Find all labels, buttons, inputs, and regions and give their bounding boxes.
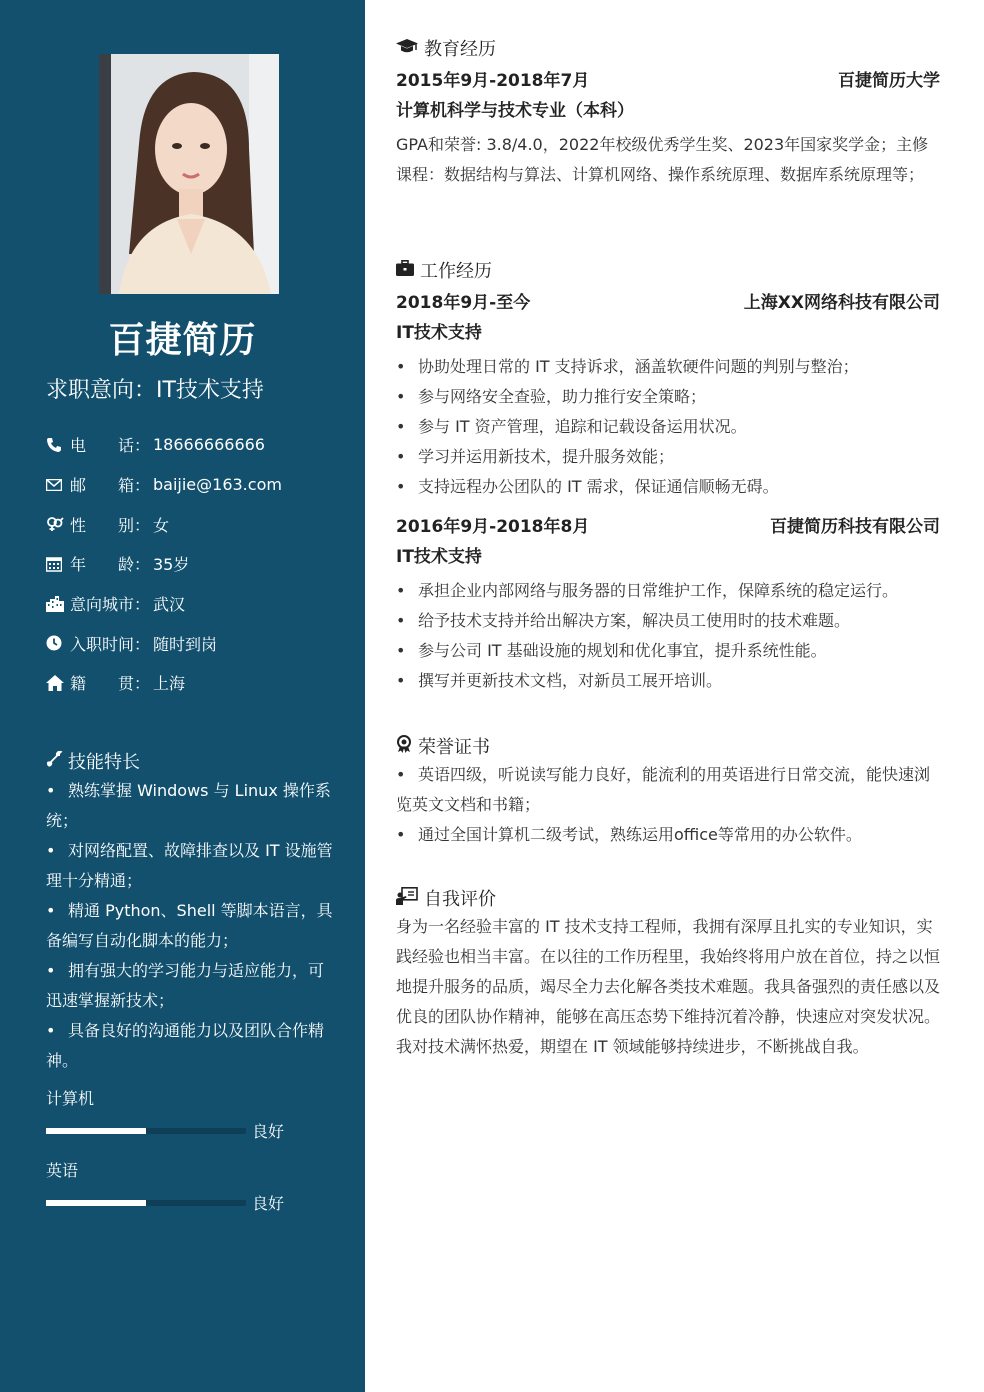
- list-item: • 承担企业内部网络与服务器的日常维护工作，保障系统的稳定运行。: [396, 581, 899, 600]
- list-item: • 撰写并更新技术文档，对新员工展开培训。: [396, 671, 723, 690]
- language-name: 英语: [46, 1161, 79, 1180]
- self-eval-title-text: 自我评价: [424, 889, 496, 910]
- honors-list: [396, 760, 940, 850]
- self-eval-text: 身为一名经验丰富的 IT 技术支持工程师，我拥有深厚且扎实的专业知识，实践经验也相当丰富。在以往的工作历程里，我始终将用户放在首位，持之以恒地提升服务的品质，竭尽全力去化解各类技术难题。我具备强烈的责任感以及优良的团队协作精神，能够在高压态势下维持沉着冷静，快速应对突发状况。我对技术满怀热爱，期望在 IT 领域能够持续进步，不断挑战自我。: [396, 917, 941, 1056]
- language-computer: [46, 1086, 326, 1142]
- list-item: • 精通 Python、Shell 等脚本语言，具备编写自动化脚本的能力；: [46, 901, 333, 950]
- calendar-icon: [46, 555, 68, 573]
- info-value: 女: [153, 515, 170, 535]
- job-duties: [396, 352, 940, 502]
- info-value: 武汉: [153, 595, 186, 615]
- home-icon: [46, 674, 68, 692]
- info-label: 意向城市：: [70, 595, 151, 615]
- info-row-hometown: [46, 663, 346, 703]
- education-major: 计算机科学与技术专业（本科）: [396, 101, 634, 121]
- skills-title-text: 技能特长: [68, 752, 140, 773]
- info-value: 随时到岗: [153, 634, 218, 654]
- list-item: • 具备良好的沟通能力以及团队合作精神。: [46, 1021, 325, 1070]
- info-label: 邮 箱：: [70, 476, 151, 496]
- info-value: 35岁: [153, 555, 190, 575]
- job-company: 上海XX网络科技有限公司: [743, 293, 940, 313]
- info-label: 入职时间：: [70, 634, 151, 654]
- list-item: • 参与网络安全查验，助力推行安全策略；: [396, 387, 707, 406]
- sidebar: [0, 0, 365, 1392]
- work-title-text: 工作经历: [420, 261, 492, 282]
- gender-icon: [46, 515, 68, 533]
- clock-icon: [46, 634, 68, 652]
- info-label: 电 话：: [70, 436, 151, 456]
- city-icon: [46, 595, 68, 613]
- info-label: 性 别：: [70, 515, 151, 535]
- list-item: • 英语四级，听说读写能力良好，能流利的用英语进行日常交流，能快速浏览英文文档和书籍；: [396, 765, 931, 814]
- job-role: IT技术支持: [396, 547, 482, 567]
- person-name: 百捷简历: [108, 320, 257, 361]
- progress-bar: [46, 1200, 246, 1206]
- info-row-phone: [46, 425, 346, 465]
- job-date: 2018年9月-至今: [396, 293, 531, 313]
- info-row-age: [46, 544, 346, 584]
- wrench-icon: [46, 750, 68, 773]
- job-company: 百捷简历科技有限公司: [770, 517, 940, 537]
- list-item: • 参与 IT 资产管理，追踪和记载设备运用状况。: [396, 417, 747, 436]
- job-header: [396, 512, 940, 537]
- progress-fill: [46, 1128, 146, 1134]
- language-name: 计算机: [46, 1089, 95, 1108]
- language-english: [46, 1158, 326, 1214]
- job-role: IT技术支持: [396, 323, 482, 343]
- list-item: • 给予技术支持并给出解决方案，解决员工使用时的技术难题。: [396, 611, 851, 630]
- language-level: 良好: [252, 1122, 285, 1141]
- skills-title: [46, 748, 140, 774]
- info-row-gender: [46, 504, 346, 544]
- briefcase-icon: [396, 260, 420, 281]
- language-level: 良好: [252, 1194, 285, 1213]
- award-icon: [396, 735, 418, 758]
- progress-bar: [46, 1128, 246, 1134]
- graduation-cap-icon: [396, 38, 424, 59]
- job-target: 求职意向：IT技术支持: [46, 378, 264, 403]
- list-item: • 学习并运用新技术，提升服务效能；: [396, 447, 675, 466]
- education-date: 2015年9月-2018年7月: [396, 71, 590, 91]
- education-detail: GPA和荣誉: 3.8/4.0，2022年校级优秀学生奖、2023年国家奖学金；主修课程：数据结构与算法、计算机网络、操作系统原理、数据库系统原理等；: [396, 135, 929, 184]
- info-value: baijie@163.com: [153, 475, 282, 495]
- education-school: 百捷简历大学: [838, 71, 940, 91]
- skills-list: [46, 776, 336, 1076]
- list-item: • 对网络配置、故障排查以及 IT 设施管理十分精通；: [46, 841, 333, 890]
- self-eval-title: [396, 885, 496, 911]
- list-item: • 熟练掌握 Windows 与 Linux 操作系统；: [46, 781, 331, 830]
- job-header: [396, 288, 940, 313]
- education-title: [396, 35, 496, 61]
- education-header: [396, 66, 940, 91]
- list-item: • 通过全国计算机二级考试，熟练运用office等常用的办公软件。: [396, 825, 862, 844]
- info-label: 年 龄：: [70, 555, 151, 575]
- progress-fill: [46, 1200, 146, 1206]
- info-row-city: [46, 584, 346, 624]
- info-value: 18666666666: [153, 435, 265, 455]
- presentation-icon: [396, 887, 424, 910]
- job-date: 2016年9月-2018年8月: [396, 517, 590, 537]
- info-row-email: [46, 465, 346, 505]
- info-value: 上海: [153, 674, 186, 694]
- job-duties: [396, 576, 940, 696]
- education-title-text: 教育经历: [424, 39, 496, 60]
- list-item: • 协助处理日常的 IT 支持诉求，涵盖软硬件问题的判别与整治；: [396, 357, 859, 376]
- info-row-start: [46, 623, 346, 663]
- profile-photo: [99, 54, 279, 294]
- info-label: 籍 贯：: [70, 674, 151, 694]
- phone-icon: [46, 436, 68, 454]
- list-item: • 支持远程办公团队的 IT 需求，保证通信顺畅无碍。: [396, 477, 779, 496]
- work-title: [396, 257, 492, 283]
- contact-info: [46, 425, 346, 703]
- honors-title-text: 荣誉证书: [418, 737, 490, 758]
- list-item: • 拥有强大的学习能力与适应能力，可迅速掌握新技术；: [46, 961, 325, 1010]
- mail-icon: [46, 476, 68, 494]
- honors-title: [396, 733, 490, 759]
- list-item: • 参与公司 IT 基础设施的规划和优化事宜，提升系统性能。: [396, 641, 827, 660]
